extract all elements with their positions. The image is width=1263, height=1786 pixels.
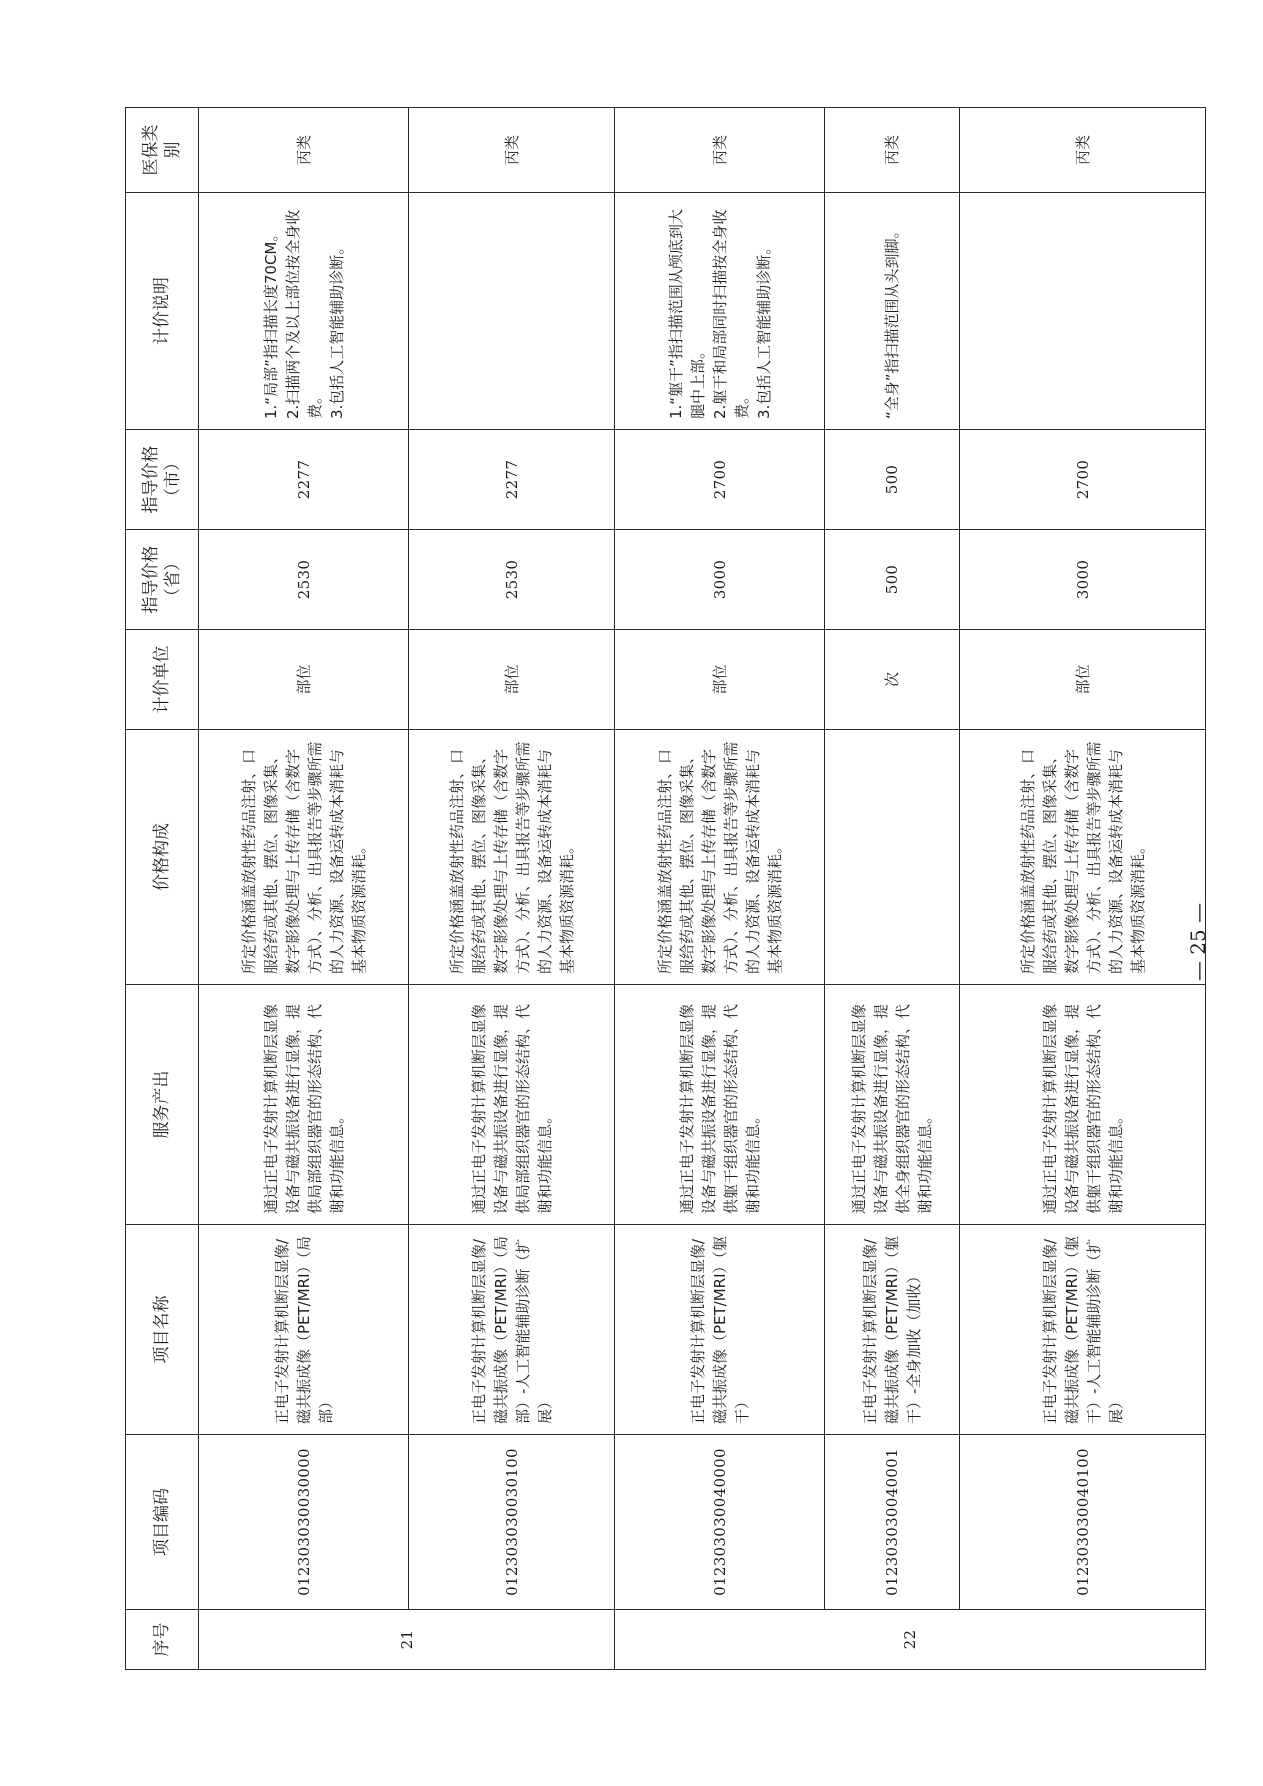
unit-cell: 次: [825, 630, 960, 730]
insurance-cell: 丙类: [409, 108, 615, 193]
code-cell: 012303030040100: [960, 1435, 1206, 1610]
table-header-row: [126, 108, 199, 1670]
page-footer: [1178, 895, 1218, 995]
rotated-page-content: [125, 108, 1205, 1670]
note-line: 2.躯干和局部同时扫描按全身收费。: [710, 209, 751, 419]
price-city-cell: 2700: [960, 430, 1206, 530]
notes-cell: [615, 193, 825, 430]
header-unit: 计价单位: [126, 630, 199, 730]
code-cell: 012303030040001: [825, 1435, 960, 1610]
notes-cell: [199, 193, 409, 430]
table-row: [960, 108, 1206, 1670]
composition-cell: 所定价格涵盖放射性药品注射、口服给药或其他、摆位、图像采集、数字影像处理与上传存储（含数字方式）、分析、出具报告等步骤所需的人力资源、设备运转成本消耗与基本物质资源消耗。: [199, 730, 409, 985]
header-price-province: 指导价格（省）: [126, 530, 199, 630]
composition-cell: 所定价格涵盖放射性药品注射、口服给药或其他、摆位、图像采集、数字影像处理与上传存储（含数字方式）、分析、出具报告等步骤所需的人力资源、设备运转成本消耗与基本物质资源消耗。: [960, 730, 1206, 985]
price-province-cell: 2530: [199, 530, 409, 630]
header-seq: 序号: [126, 1610, 199, 1670]
name-cell: 正电子发射计算机断层显像/磁共振成像（PET/MRI）（局部）-人工智能辅助诊断（扩展）: [409, 1225, 615, 1435]
price-province-cell: 3000: [960, 530, 1206, 630]
header-insurance: 医保类别: [126, 108, 199, 193]
unit-cell: 部位: [960, 630, 1206, 730]
code-cell: 012303030040000: [615, 1435, 825, 1610]
header-notes: 计价说明: [126, 193, 199, 430]
service-cell: 通过正电子发射计算机断层显像设备与磁共振设备进行显像，提供躯干组织器官的形态结构、代谢和功能信息。: [960, 985, 1206, 1225]
unit-cell: 部位: [615, 630, 825, 730]
header-code: 项目编码: [126, 1435, 199, 1610]
insurance-cell: 丙类: [615, 108, 825, 193]
header-composition: 价格构成: [126, 730, 199, 985]
unit-cell: 部位: [409, 630, 615, 730]
notes-cell: [960, 193, 1206, 430]
table-row: [615, 108, 825, 1670]
service-cell: 通过正电子发射计算机断层显像设备与磁共振设备进行显像，提供躯干组织器官的形态结构、代谢和功能信息。: [615, 985, 825, 1225]
note-line: 2.扫描两个及以上部位按全身收费。: [283, 209, 324, 419]
note-line: 1.“局部”指扫描长度70CM。: [261, 226, 280, 419]
name-cell: 正电子发射计算机断层显像/磁共振成像（PET/MRI）（躯干）: [615, 1225, 825, 1435]
price-city-cell: 2277: [409, 430, 615, 530]
table-row: [199, 108, 409, 1670]
header-service: 服务产出: [126, 985, 199, 1225]
seq-cell: 21: [199, 1610, 615, 1670]
notes-cell: [825, 193, 960, 430]
seq-cell: 22: [615, 1610, 1206, 1670]
table-row: [409, 108, 615, 1670]
composition-cell: [825, 730, 960, 985]
insurance-cell: 丙类: [199, 108, 409, 193]
page-number: — 25 —: [1186, 902, 1210, 982]
price-city-cell: 500: [825, 430, 960, 530]
header-price-city: 指导价格（市）: [126, 430, 199, 530]
note-line: 3.包括人工智能辅助诊断。: [754, 239, 773, 419]
table-row: [825, 108, 960, 1670]
service-cell: 通过正电子发射计算机断层显像设备与磁共振设备进行显像，提供局部组织器官的形态结构、代谢和功能信息。: [199, 985, 409, 1225]
service-cell: 通过正电子发射计算机断层显像设备与磁共振设备进行显像，提供全身组织器官的形态结构、代谢和功能信息。: [825, 985, 960, 1225]
name-cell: 正电子发射计算机断层显像/磁共振成像（PET/MRI）（局部）: [199, 1225, 409, 1435]
price-city-cell: 2277: [199, 430, 409, 530]
code-cell: 012303030030100: [409, 1435, 615, 1610]
composition-cell: 所定价格涵盖放射性药品注射、口服给药或其他、摆位、图像采集、数字影像处理与上传存储（含数字方式）、分析、出具报告等步骤所需的人力资源、设备运转成本消耗与基本物质资源消耗。: [615, 730, 825, 985]
notes-cell: [409, 193, 615, 430]
price-province-cell: 3000: [615, 530, 825, 630]
code-cell: 012303030030000: [199, 1435, 409, 1610]
header-name: 项目名称: [126, 1225, 199, 1435]
name-cell: 正电子发射计算机断层显像/磁共振成像（PET/MRI）（躯干）-人工智能辅助诊断（扩展）: [960, 1225, 1206, 1435]
price-province-cell: 2530: [409, 530, 615, 630]
note-line: 1.“躯干”指扫描范围从颅底到大腿中上部。: [666, 209, 707, 419]
insurance-cell: 丙类: [960, 108, 1206, 193]
name-cell: 正电子发射计算机断层显像/磁共振成像（PET/MRI）（躯干）-全身加收（加收）: [825, 1225, 960, 1435]
insurance-cell: 丙类: [825, 108, 960, 193]
unit-cell: 部位: [199, 630, 409, 730]
note-line: 3.包括人工智能辅助诊断。: [327, 239, 346, 419]
service-cell: 通过正电子发射计算机断层显像设备与磁共振设备进行显像，提供局部组织器官的形态结构、代谢和功能信息。: [409, 985, 615, 1225]
composition-cell: 所定价格涵盖放射性药品注射、口服给药或其他、摆位、图像采集、数字影像处理与上传存储（含数字方式）、分析、出具报告等步骤所需的人力资源、设备运转成本消耗与基本物质资源消耗。: [409, 730, 615, 985]
price-city-cell: 2700: [615, 430, 825, 530]
price-province-cell: 500: [825, 530, 960, 630]
price-table: [125, 107, 1206, 1670]
note-line: “全身”指扫描范围从头到脚。: [883, 223, 901, 419]
